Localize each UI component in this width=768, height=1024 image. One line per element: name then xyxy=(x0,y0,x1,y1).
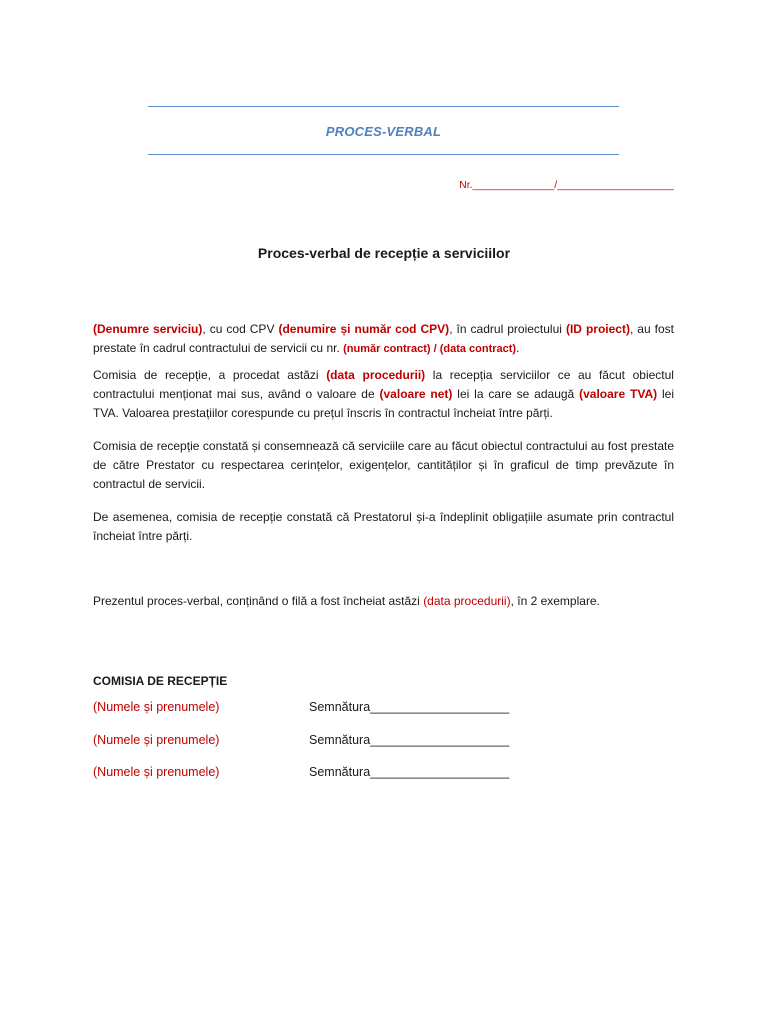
paragraph-reception-value xyxy=(93,366,674,423)
page-title: Proces-verbal de recepție a serviciilor xyxy=(257,245,511,261)
paragraph-text: , în 2 exemplare. xyxy=(510,594,600,608)
member-name-placeholder: (Numele și prenumele) xyxy=(93,765,220,779)
placeholder-cpv-code: (denumire și număr cod CPV) xyxy=(278,322,450,336)
paragraph-text: , în cadrul proiectului xyxy=(449,322,566,336)
committee-heading: COMISIA DE RECEPȚIE xyxy=(93,674,228,688)
placeholder-net-value: (valoare net) xyxy=(379,387,453,401)
paragraph-compliance: Comisia de recepție constată și consemnează că serviciile care au făcut obiectul contractului au fost prestate de către Prestator cu respectarea cerințelor, exigențelor, cantităților și în graficul de timp prevăzute în contractul de servicii. xyxy=(93,439,674,491)
signature-line: Semnătura____________________ xyxy=(309,733,510,747)
signature-row xyxy=(93,765,593,783)
signature-row xyxy=(93,733,593,751)
paragraph-text: , cu cod CPV xyxy=(202,322,279,336)
member-name-placeholder: (Numele și prenumele) xyxy=(93,733,220,747)
registration-number-field: Nr.______________/____________________ xyxy=(459,179,674,191)
paragraph-service-description xyxy=(93,320,674,359)
paragraph-text: lei TVA. Valoarea prestațiilor corespunde cu prețul înscris în contractul încheiat între părți. xyxy=(93,387,675,420)
placeholder-service-name: (Denumre serviciu) xyxy=(93,322,203,336)
header-bottom-rule xyxy=(148,154,619,155)
placeholder-vat-value: (valoare TVA) xyxy=(579,387,658,401)
placeholder-procedure-date: (data procedurii) xyxy=(326,368,426,382)
signature-line: Semnătura____________________ xyxy=(309,765,510,779)
paragraph-text: Prezentul proces-verbal, conținând o filă a fost încheiat astăzi xyxy=(93,594,424,608)
member-name-placeholder: (Numele și prenumele) xyxy=(93,700,220,714)
header-top-rule xyxy=(148,106,619,107)
document-heading: PROCES-VERBAL xyxy=(325,124,442,139)
placeholder-project-id: (ID proiect) xyxy=(565,322,630,336)
signature-row xyxy=(93,700,593,718)
placeholder-contract-number-date: (număr contract) / (data contract) xyxy=(343,343,517,355)
paragraph-text: Comisia de recepție, a procedat astăzi xyxy=(93,368,327,382)
paragraph-obligations: De asemenea, comisia de recepție constată că Prestatorul și-a îndeplinit obligațiile asumate prin contractul încheiat între părți. xyxy=(93,510,674,543)
paragraph-text: . xyxy=(516,341,520,355)
placeholder-procedure-date: (data procedurii) xyxy=(423,594,511,608)
paragraph-text: la recepția serviciilor ce au făcut obiectul contractului menționat mai sus, având o valoare de xyxy=(93,368,674,401)
paragraph-closing xyxy=(93,592,674,611)
paragraph-text: , au fost prestate în cadrul contractului de servicii cu nr. xyxy=(93,322,675,355)
paragraph-text: lei la care se adaugă xyxy=(452,387,580,401)
signature-line: Semnătura____________________ xyxy=(309,700,510,714)
